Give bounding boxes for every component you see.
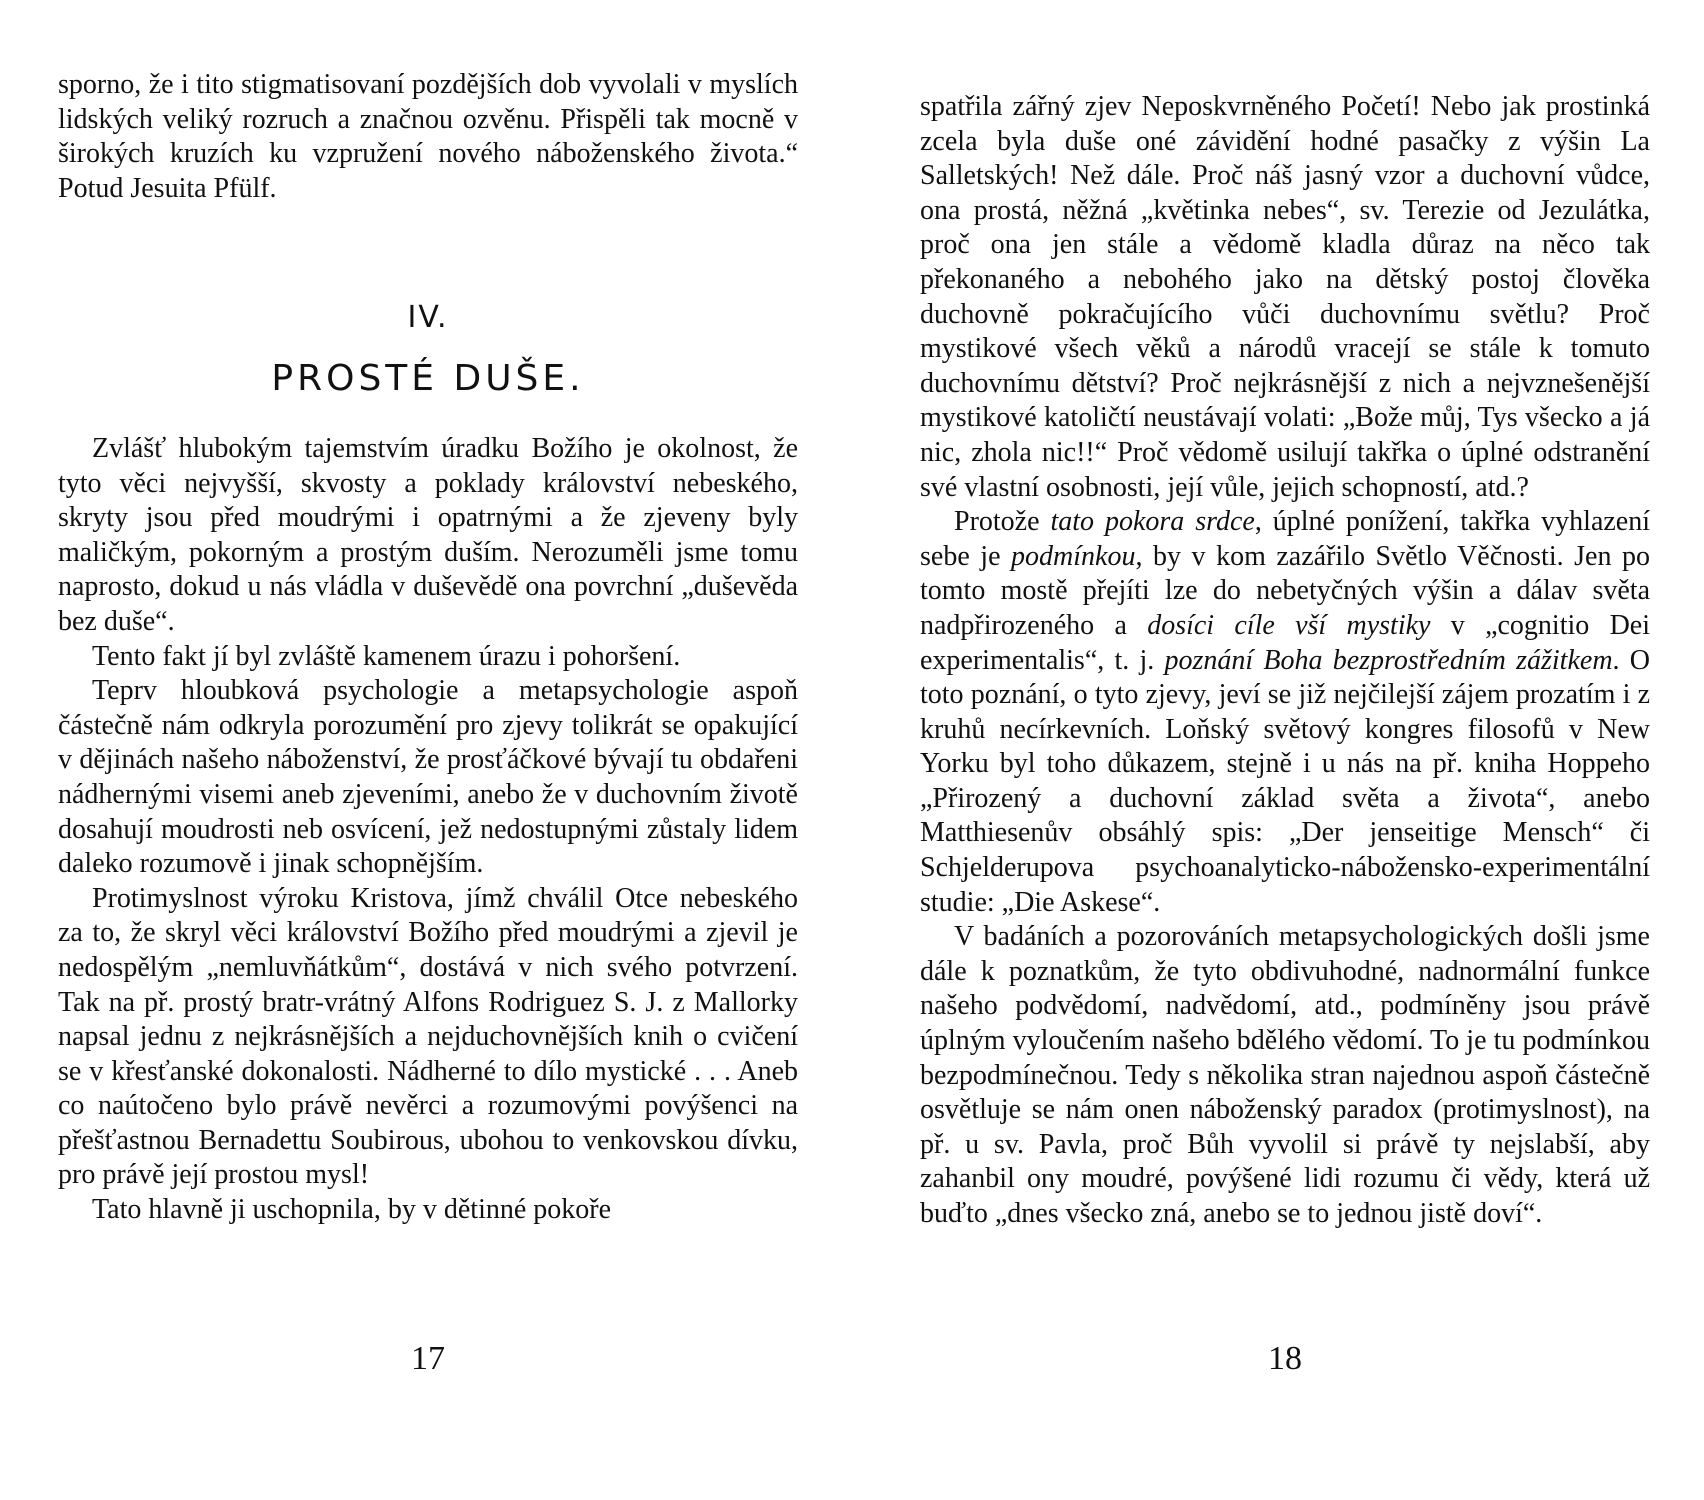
left-page-top-text	[58, 68, 798, 206]
paragraph	[920, 505, 1650, 920]
text-run: v „cognitio Dei experimentalis“, t. j.	[920, 609, 1651, 676]
right-page	[920, 0, 1650, 1500]
paragraph: spatřila zářný zjev Neposkvrněného Početí! Nebo jak prostinká zcela byla duše oné závidění hodné pasačky z výšin La Salletských! Než dále. Proč náš jasný vzor a duchovní vůdce, ona prostá, něžná „květinka nebes“, sv. Terezie od Jezulátka, proč ona jen stále a vědomě kladla důraz na něco tak překonaného a nebohého jako na dětský postoj člověka duchovně pokračujícího vůči duchovnímu světlu? Proč mystikové všech věků a národů vracejí se stále k tomuto duchovnímu dětství? Proč nejkrásnější z nich a nejvznešenější mystikové katoličtí neustávají volati: „Bože můj, Tys všecko a já nic, zhola nic!!“ Proč vědomě usilují takřka o úplné odstranění své vlastní osobnosti, její vůle, jejich schopností, atd.?	[920, 91, 1650, 503]
paragraph: V badáních a pozorováních metapsychologických došli jsme dále k poznatkům, že tyto obdivuhodné, nadnormální funkce našeho podvědomí, nadvědomí, atd., podmíněny jsou právě úplným vyloučením našeho bdělého vědomí. To je tu podmínkou bezpodmínečnou. Tedy s několika stran najednou aspoň částečně osvětluje se nám onen náboženský paradox (protimyslnost), na př. u sv. Pavla, proč Bůh vyvolil si právě ty nejslabší, aby zahanbil ony moudré, povýšené lidi rozumu či vědy, která už buďto „dnes všecko zná, anebo se to jednou jistě doví“.	[920, 921, 1650, 1229]
paragraph: Zvlášť hlubokým tajemstvím úradku Božího je okolnost, že tyto věci nejvyšší, skvosty a poklady království nebeského, skryty jsou před moudrými i opatrnými a že zjeveny byly maličkým, pokorným a prostým duším. Nerozuměli jsme tomu naprosto, dokud u nás vládla v duševědě ona povrchní „duševěda bez duše“.	[58, 433, 798, 637]
chapter-number: IV.	[407, 300, 449, 335]
text-run: , úplné ponížení, takřka vyhlazení sebe je	[920, 506, 1651, 572]
paragraph: Tento fakt jí byl zvláště kamenem úrazu i pohoršení.	[92, 640, 681, 672]
text-run: Protože	[954, 506, 1051, 538]
paragraph: sporno, že i tito stigmatisovaní pozdějších dob vyvolali v myslích lidských veliký rozruch a značnou ozvěnu. Přispěli tak mocně v širokých kruzích ku vzpružení nového náboženského života.“ Potud Jesuita Pfülf.	[58, 69, 798, 204]
left-page-body	[58, 432, 798, 1228]
emphasis-text: dosíci cíle vší mystiky	[1147, 609, 1431, 641]
page-number: 17	[411, 1340, 445, 1377]
page-number: 18	[1268, 1340, 1302, 1377]
paragraph: Protimyslnost výroku Kristova, jímž chválil Otce nebeského za to, že skryl věci království Božího před moudrými a zjevil je nedospělým „nemluvňátkům“, dostává v nich svého potvrzení. Tak na př. prostý bratr-vrátný Alfons Rodriguez S. J. z Mallorky napsal jednu z nejkrásnějších a nejduchovnějších knih o cvičení se v křesťanské dokonalosti. Nádherné to dílo mystické . . . Aneb co naútočeno bylo právě nevěrci a rozumovými povýšenci na přešťastnou Bernadettu Soubirous, ubohou to venkovskou dívku, pro právě její prostou mysl!	[58, 882, 798, 1191]
text-run: , by v kom zazářilo Světlo Věčnosti. Jen po tomto mostě přejíti lze do nebetyčných výšin a dálav světa nadpřirozeného a	[920, 540, 1650, 641]
left-page	[58, 0, 798, 1500]
text-run: . O toto poznání, o tyto zjevy, jeví se již nejčilejší zájem prozatím i z kruhů necírkevních. Loňský světový kongres filosofů v New Yorku byl toho důkazem, stejně i u nás na př. kniha Hoppeho „Přirozený a duchovní základ světa a života“, anebo Matthiesenův obsáhlý spis: „Der jenseitige Mensch“ či Schjelderupova psychoanalyticko-nábožensko-experimentální studie: „Die Askese“.	[920, 644, 1650, 918]
emphasis-text: tato pokora srdce	[1050, 506, 1255, 538]
right-page-body	[920, 90, 1650, 1232]
paragraph: Teprv hloubková psychologie a metapsychologie aspoň částečně nám odkryla porozumění pro zjevy tolikrát se opakující v dějinách našeho náboženství, že prosťáčkové bývají tu obdařeni nádhernými visemi aneb zjeveními, anebo že v duchovním životě dosahují moudrosti neb osvícení, jež nedostupnými zůstaly lidem daleko rozumově i jinak schopnějším.	[58, 675, 798, 880]
paragraph: Tato hlavně ji uschopnila, by v dětinné pokoře	[92, 1194, 612, 1226]
chapter-title: PROSTÉ DUŠE.	[271, 358, 585, 399]
emphasis-text: poznání Boha bezprostředním zážitkem	[1164, 644, 1613, 676]
emphasis-text: podmínkou	[1011, 540, 1136, 572]
